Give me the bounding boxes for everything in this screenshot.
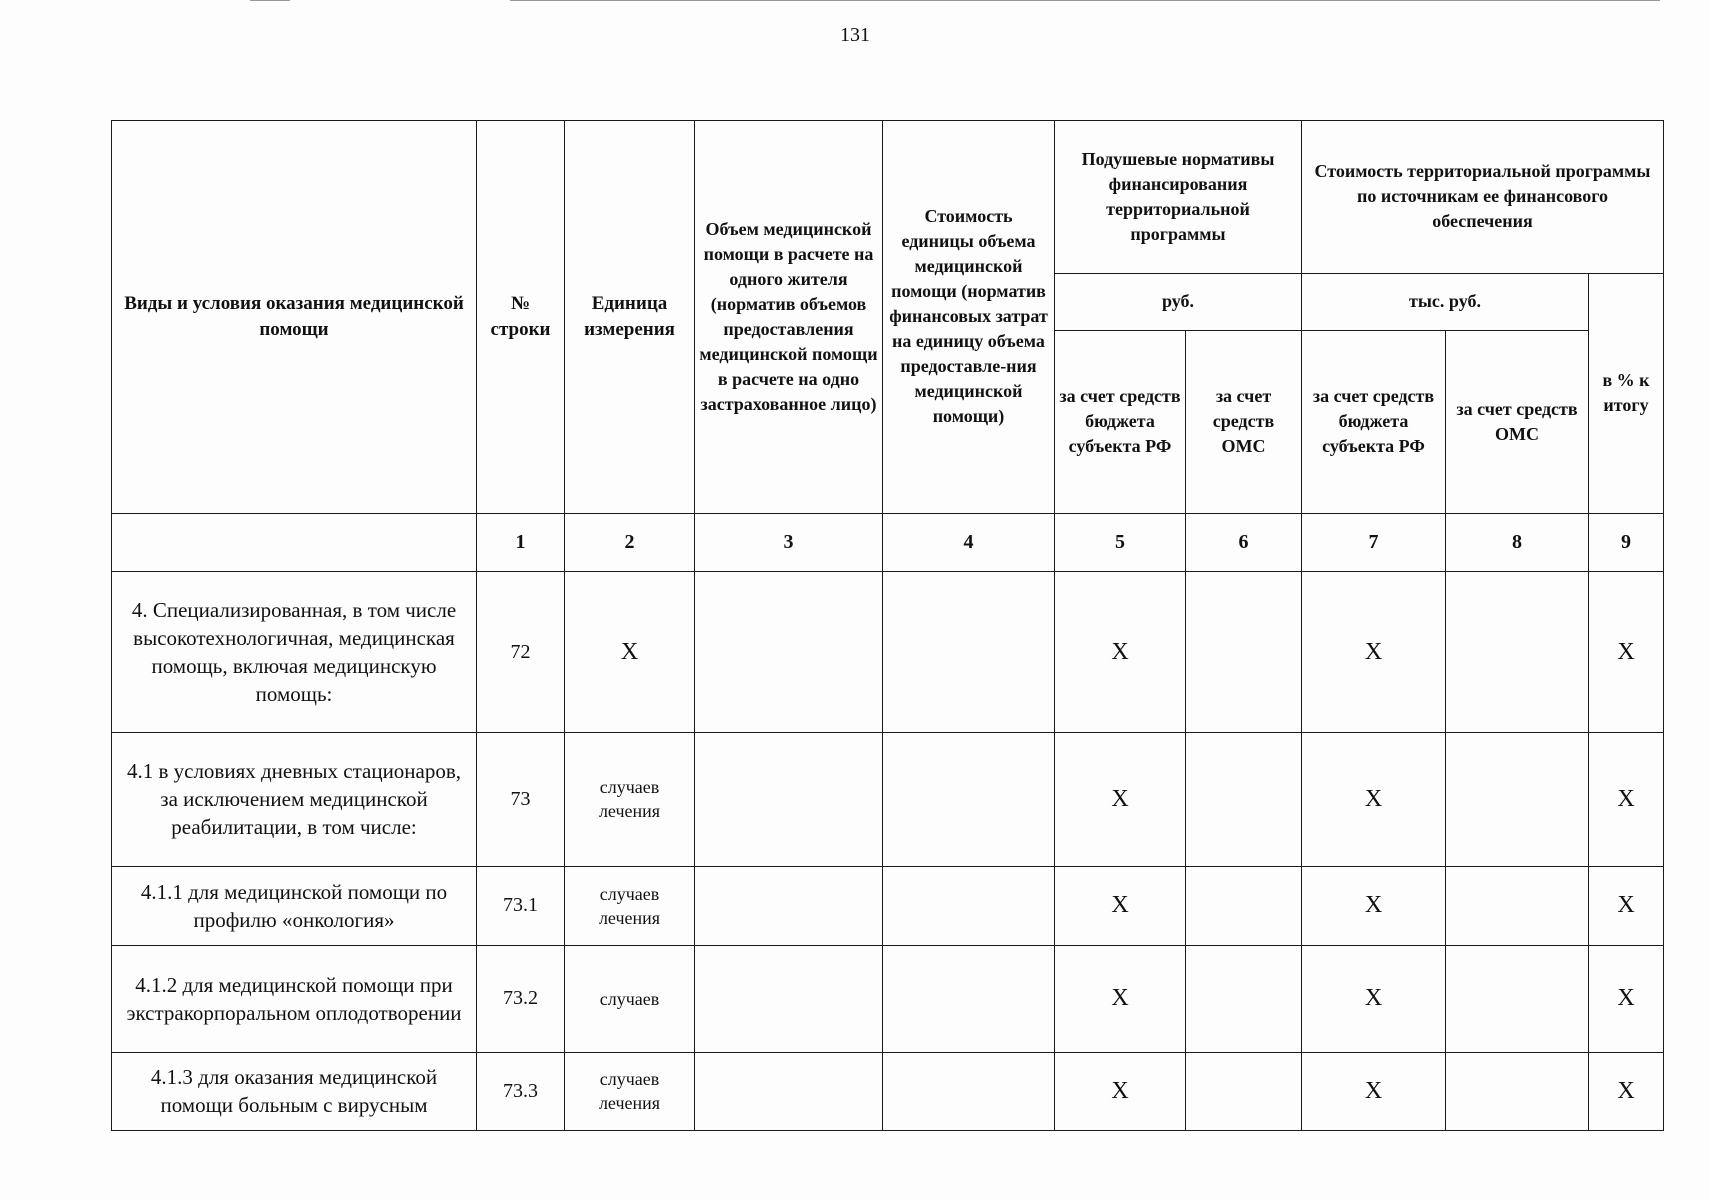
header-oms-source: за счет средств ОМС xyxy=(1186,331,1302,514)
cell-cost-oms xyxy=(1446,1052,1589,1130)
cell-cost-budget: X xyxy=(1302,1052,1446,1130)
table-row xyxy=(112,732,1664,866)
cell-percent: X xyxy=(1589,732,1664,866)
column-number: 8 xyxy=(1446,513,1589,571)
cell-cost-oms xyxy=(1446,946,1589,1053)
column-number: 2 xyxy=(565,513,695,571)
cell-cost-budget: X xyxy=(1302,572,1446,733)
header-row xyxy=(112,121,1664,274)
cell-volume xyxy=(695,572,883,733)
header-row-no: № строки xyxy=(477,121,565,514)
table-row xyxy=(112,866,1664,945)
header-unit-thousand-rub: тыс. руб. xyxy=(1302,273,1589,330)
cell-volume xyxy=(695,732,883,866)
column-number xyxy=(112,513,477,571)
top-rule xyxy=(510,0,1660,1)
row-number: 73.1 xyxy=(477,866,565,945)
row-name: 4.1.1 для медицинской помощи по профилю «онкология» xyxy=(112,866,477,945)
row-name: 4. Специализированная, в том числе высокотехнологичная, медицинская помощь, включая медицинскую помощь: xyxy=(112,572,477,733)
header-budget-source: за счет средств бюджета субъекта РФ xyxy=(1055,331,1186,514)
header-per-capita-group: Подушевые нормативы финансирования территориальной программы xyxy=(1055,121,1302,274)
top-rule xyxy=(250,0,290,1)
row-unit: случаев лечения xyxy=(565,732,695,866)
cell-per-capita-oms xyxy=(1186,732,1302,866)
column-number-row xyxy=(112,513,1664,571)
cell-cost-oms xyxy=(1446,572,1589,733)
table-row xyxy=(112,1052,1664,1130)
row-name: 4.1 в условиях дневных стационаров, за исключением медицинской реабилитации, в том числе: xyxy=(112,732,477,866)
column-number: 7 xyxy=(1302,513,1446,571)
header-percent-total: в % к итогу xyxy=(1589,273,1664,513)
cell-cost-budget: X xyxy=(1302,866,1446,945)
row-name: 4.1.3 для оказания медицинской помощи больным с вирусным xyxy=(112,1052,477,1130)
row-unit: X xyxy=(565,572,695,733)
cell-volume xyxy=(695,946,883,1053)
header-cost: Стоимость единицы объема медицинской помощи (норматив финансовых затрат на единицу объема предоставле-ния медицинской помощи) xyxy=(883,121,1055,514)
cell-per-capita-budget: X xyxy=(1055,572,1186,733)
row-number: 73 xyxy=(477,732,565,866)
row-number: 73.2 xyxy=(477,946,565,1053)
cell-cost xyxy=(883,946,1055,1053)
cell-cost xyxy=(883,732,1055,866)
cell-per-capita-oms xyxy=(1186,946,1302,1053)
cell-cost xyxy=(883,1052,1055,1130)
cell-cost-budget: X xyxy=(1302,732,1446,866)
header-unit-rub: руб. xyxy=(1055,273,1302,330)
table-row xyxy=(112,946,1664,1053)
cell-per-capita-budget: X xyxy=(1055,732,1186,866)
header-kind: Виды и условия оказания медицинской помощи xyxy=(112,121,477,514)
cell-per-capita-oms xyxy=(1186,866,1302,945)
cell-cost xyxy=(883,866,1055,945)
cell-per-capita-budget: X xyxy=(1055,946,1186,1053)
cell-cost-budget: X xyxy=(1302,946,1446,1053)
column-number: 1 xyxy=(477,513,565,571)
column-number: 4 xyxy=(883,513,1055,571)
cell-percent: X xyxy=(1589,1052,1664,1130)
row-number: 73.3 xyxy=(477,1052,565,1130)
header-budget-source-2: за счет средств бюджета субъекта РФ xyxy=(1302,331,1446,514)
page-number: 131 xyxy=(840,24,870,46)
header-unit: Единица измерения xyxy=(565,121,695,514)
row-unit: случаев лечения xyxy=(565,1052,695,1130)
column-number: 3 xyxy=(695,513,883,571)
cell-volume xyxy=(695,1052,883,1130)
header-oms-source-2: за счет средств ОМС xyxy=(1446,331,1589,514)
cell-per-capita-oms xyxy=(1186,1052,1302,1130)
cell-volume xyxy=(695,866,883,945)
cell-percent: X xyxy=(1589,866,1664,945)
cell-cost-oms xyxy=(1446,732,1589,866)
cell-percent: X xyxy=(1589,572,1664,733)
row-name: 4.1.2 для медицинской помощи при экстракорпоральном оплодотворении xyxy=(112,946,477,1053)
cell-percent: X xyxy=(1589,946,1664,1053)
row-unit: случаев лечения xyxy=(565,866,695,945)
row-number: 72 xyxy=(477,572,565,733)
cell-per-capita-budget: X xyxy=(1055,1052,1186,1130)
cell-per-capita-budget: X xyxy=(1055,866,1186,945)
column-number: 5 xyxy=(1055,513,1186,571)
header-volume: Объем медицинской помощи в расчете на одного жителя (норматив объемов предоставления медицинской помощи в расчете на одно застрахованное лицо) xyxy=(695,121,883,514)
column-number: 6 xyxy=(1186,513,1302,571)
cell-cost-oms xyxy=(1446,866,1589,945)
cell-per-capita-oms xyxy=(1186,572,1302,733)
header-program-cost-group: Стоимость территориальной программы по источникам ее финансового обеспечения xyxy=(1302,121,1664,274)
column-number: 9 xyxy=(1589,513,1664,571)
program-cost-table xyxy=(111,120,1664,1131)
table-row xyxy=(112,572,1664,733)
row-unit: случаев xyxy=(565,946,695,1053)
cell-cost xyxy=(883,572,1055,733)
